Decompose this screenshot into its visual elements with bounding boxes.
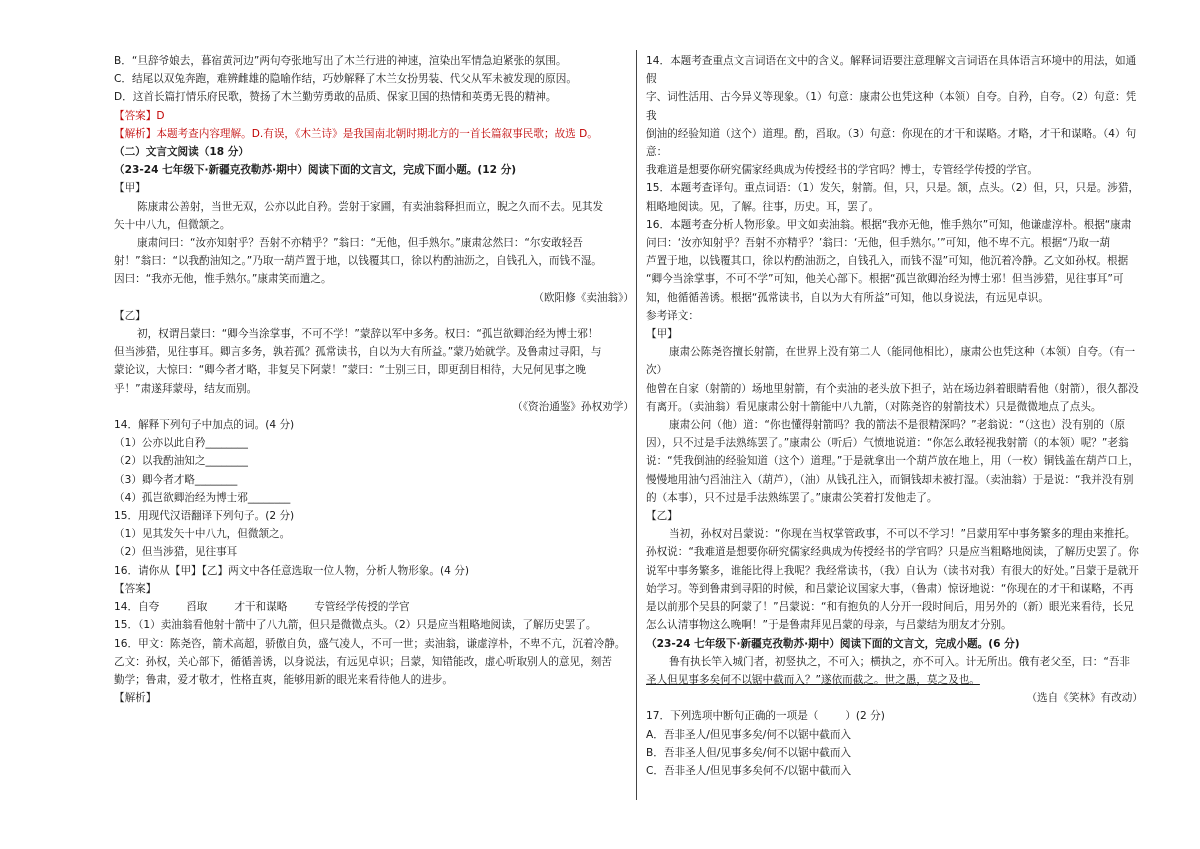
left-text-line: 【答案】	[114, 582, 157, 595]
right-text-line: 【甲】	[646, 328, 678, 341]
right-text-line: C．吾非圣人/但见事多矣何不/以锯中截而入	[646, 764, 852, 777]
left-text-line: （1）见其发矢十中八九，但微颔之。	[114, 528, 291, 541]
right-text-line: 有离开。（卖油翁）看见康肃公射十箭能中八九箭，（对陈尧咨的射箭技术）只是微微地点了点头。	[646, 400, 1102, 413]
left-text-line: 14．解释下列句子中加点的词。(4 分)	[114, 419, 295, 432]
left-text-line: 初，权谓吕蒙曰：“卿今当涂掌事，不可不学！”蒙辞以军中多务。权曰：“孤岂欲卿治经为博士邪！	[137, 328, 599, 341]
right-text-line: A．吾非圣人/但见事多矣/何不以锯中截而入	[646, 728, 852, 741]
right-text-line: 康肃公问（他）道：“你也懂得射箭吗？我的箭法不是很精深吗？”老翁说：“（这也）没有别的（原	[669, 419, 1126, 432]
right-text-line: 说军中事务繁多，谁能比得上我呢？我经常读书，（我）自认为（读书对我）有很大的好处。”吕蒙于是就开	[646, 564, 1139, 577]
left-text-line: 陈康肃公善射，当世无双，公亦以此自矜。尝射于家圃，有卖油翁释担而立，睨之久而不去。见其发	[137, 200, 604, 213]
left-text-line: （二）文言文阅读（18 分）	[114, 146, 249, 159]
right-text-line: 说：“凭我倒油的经验知道（这个）道理。”于是就拿出一个葫芦放在地上，用（一枚）铜钱盖在葫芦口上，	[646, 455, 1139, 468]
left-text-line: （2）以我酌油知之________	[114, 455, 248, 468]
right-text-line: 康肃公陈尧咨擅长射箭，在世界上没有第二人（能同他相比），康肃公也凭这种（本领）自夸。（有一次）	[646, 346, 1136, 377]
left-text-line: 16．请你从【甲】【乙】两文中各任意选取一位人物，分析人物形象。(4 分)	[114, 564, 469, 577]
right-text-line: （23-24 七年级下·新疆克孜勒苏·期中）阅读下面的文言文，完成小题。(6 分)	[646, 637, 1020, 650]
left-text-line: 14．自夸 舀取 才干和谋略 专管经学传授的学官	[114, 601, 410, 614]
left-text-line: 射！”翁曰：“以我酌油知之。”乃取一葫芦置于地，以钱覆其口，徐以杓酌油沥之，自钱孔入，而钱不湿。	[114, 255, 602, 268]
left-text-line: 乎！”肃遂拜蒙母，结友而别。	[114, 382, 258, 395]
left-text-line: 因曰：“我亦无他，惟手熟尔。”康肃笑而遣之。	[114, 273, 332, 286]
right-text-line: 孙权说：“我难道是想要你研究儒家经典成为传授经书的学官吗？只是应当粗略地阅读，了解历史罢了。你	[646, 546, 1139, 559]
right-text-line: 的（本事），只不过是手法熟练罢了。”康肃公笑着打发他走了。	[646, 491, 938, 504]
left-text-line: （《资治通鉴》孙权劝学）	[512, 400, 634, 413]
left-text-line: 【解析】	[114, 692, 157, 705]
right-text-line: 字、词性活用、古今异义等现象。（1）句意：康肃公也凭这种（本领）自夸。自矜，自夸。（2）句意：凭我	[646, 91, 1137, 122]
left-text-line: C．结尾以双兔奔跑，难辨雌雄的隐喻作结，巧妙解释了木兰女扮男装、代父从军未被发现的原因。	[114, 73, 577, 86]
left-text-line: （23-24 七年级下·新疆克孜勒苏·期中）阅读下面的文言文，完成下面小题。(12 分)	[114, 164, 517, 177]
right-text-line: 14．本题考查重点文言词语在文中的含义。解释词语要注意理解文言词语在具体语言环境中的用法，如通假	[646, 55, 1137, 86]
right-text-line: 是以前那个吴县的阿蒙了！”吕蒙说：“和有抱负的人分开一段时间后，用另外的（新）眼光来看待，长兄	[646, 601, 1134, 614]
left-text-line: B．“旦辞爷娘去，暮宿黄河边”两句夸张地写出了木兰行进的神速，渲染出军情急迫紧张的氛围。	[114, 55, 567, 67]
left-text-line: D．这首长篇打情乐府民歌，赞扬了木兰勤劳勇敢的品质、保家卫国的热情和英勇无畏的精神。	[114, 91, 557, 104]
left-text-line: 【甲】	[114, 182, 146, 195]
left-text-line: 【答案】D	[114, 109, 165, 122]
left-text-line: 【解析】本题考查内容理解。D.有误，《木兰诗》是我国南北朝时期北方的一首长篇叙事民歌；故选 D。	[114, 127, 598, 140]
right-text-line: 倒油的经验知道（这个）道理。酌，舀取。（3）句意：你现在的才干和谋略。才略，才干和谋略。（4）句意：	[646, 127, 1137, 159]
right-text-line: 因），只不过是手法熟练罢了。”康肃公（听后）气愤地说道：“你怎么敢轻视我射箭（的本领）呢？”老翁	[646, 437, 1129, 450]
right-text-line: 当初，孙权对吕蒙说：“你现在当权掌管政事，不可以不学习！”吕蒙用军中事务繁多的理由来推托。	[669, 528, 1136, 541]
right-text-line: （选自《笑林》有改动）	[1026, 692, 1143, 705]
left-text-line: （1）公亦以此自矜________	[114, 437, 248, 450]
left-text-line: 勤学；鲁肃，爱才敬才，性格直爽，能够用新的眼光来看待他人的进步。	[114, 673, 453, 686]
right-text-line: 怎么认清事物这么晚啊！”于是鲁肃拜见吕蒙的母亲，与吕蒙结为朋友才分别。	[646, 619, 1012, 632]
right-text-line: 15．本题考查译句。重点词语：（1）发矢，射箭。但，只，只是。颔，点头。（2）但，只，只是。涉猎，	[646, 182, 1140, 195]
left-text-line: （2）但当涉猎，见往事耳	[114, 546, 238, 559]
left-text-line: 矢十中八九，但微颔之。	[114, 218, 231, 231]
right-text-line: 问曰：‘汝亦知射乎？吾射不亦精乎？’翁曰：‘无他，但手熟尔。’”可知，他不卑不亢。根据“乃取一葫	[646, 237, 1111, 250]
left-text-line: 蒙论议，大惊曰：“卿今者才略，非复吴下阿蒙！”蒙曰：“士别三日，即更刮目相待，大兄何见事之晚	[114, 364, 586, 377]
left-text-line: （欧阳修《卖油翁》）	[533, 291, 634, 304]
right-text-line: 始学习。等到鲁肃到寻阳的时候，和吕蒙论议国家大事，（鲁肃）惊讶地说：“你现在的才干和谋略，不再	[646, 582, 1134, 595]
right-text-line: “卿今当涂掌事，不可不学”可知，他关心部下。根据“孤岂欲卿治经为博士邪！但当涉猎，见往事耳”可	[646, 273, 1124, 286]
right-text-line: 参考译文：	[646, 309, 699, 322]
right-text-line: 17．下列选项中断句正确的一项是（ ）(2 分)	[646, 710, 885, 723]
left-text-line: 康肃问曰：“汝亦知射乎？吾射不亦精乎？”翁曰：“无他，但手熟尔。”康肃忿然曰：“尔安敢轻吾	[137, 237, 583, 250]
left-text-line: 15．（1）卖油翁看他射十箭中了八九箭，但只是微微点头。（2）只是应当粗略地阅读，了解历史罢了。	[114, 619, 597, 632]
left-text-line: 但当涉猎，见往事耳。卿言多务，孰若孤？孤常读书，自以为大有所益。”蒙乃始就学。及鲁肃过寻阳，与	[114, 346, 602, 359]
left-text-line: 15．用现代汉语翻译下列句子。(2 分)	[114, 510, 295, 523]
left-text-line: 16．甲文：陈尧咨，箭术高超，骄傲自负，盛气凌人，不可一世；卖油翁，谦虚淳朴，不卑不亢，沉着冷静。	[114, 637, 626, 650]
right-text-line: 16．本题考查分析人物形象。甲文如卖油翁。根据“我亦无他，惟手熟尔”可知，他谦虚淳朴。根据“康肃	[646, 218, 1132, 231]
column-divider	[636, 50, 637, 800]
right-text-line: 圣人但见事多矣何不以锯中截而入？”遂依而截之。世之愚，莫之及也。	[646, 673, 980, 686]
left-text-line: 乙文：孙权，关心部下，循循善诱，以身说法，有远见卓识；吕蒙，知错能改，虚心听取别人的意见，刻苦	[114, 655, 612, 668]
right-text-line: B．吾非圣人但/见事多矣/何不以锯中截而入	[646, 746, 852, 759]
left-text-line: 【乙】	[114, 309, 146, 322]
right-text-line: 知，他循循善诱。根据“孤常读书，自以为大有所益”可知，他以身说法，有远见卓识。	[646, 291, 1049, 304]
left-text-line: （4）孤岂欲卿治经为博士邪________	[114, 491, 291, 504]
right-text-line: 我难道是想要你研究儒家经典成为传授经书的学官吗？博士，专管经学传授的学官。	[646, 164, 1038, 177]
right-text-line: 粗略地阅读。见，了解。往事，历史。耳，罢了。	[646, 200, 880, 213]
left-text-line: （3）卿今者才略________	[114, 473, 238, 486]
right-text-line: 他曾在自家（射箭的）场地里射箭，有个卖油的老头放下担子，站在场边斜着眼睛看他（射箭），很久都没	[646, 382, 1139, 395]
right-text-line: 慢慢地用油勺舀油注入（葫芦），（油）从钱孔注入，而铜钱却未被打湿。（卖油翁）于是说：“我并没有别	[646, 473, 1134, 486]
right-text-line: 芦置于地，以钱覆其口，徐以杓酌油沥之，自钱孔入，而钱不湿”可知，他沉着冷静。乙文如孙权。根据	[646, 255, 1129, 268]
left-column	[114, 52, 634, 707]
right-column	[646, 52, 1143, 780]
right-text-line: 鲁有执长竿入城门者，初竖执之，不可入；横执之，亦不可入。计无所出。俄有老父至，曰：“吾非	[669, 655, 1131, 668]
right-text-line: 【乙】	[646, 510, 678, 523]
